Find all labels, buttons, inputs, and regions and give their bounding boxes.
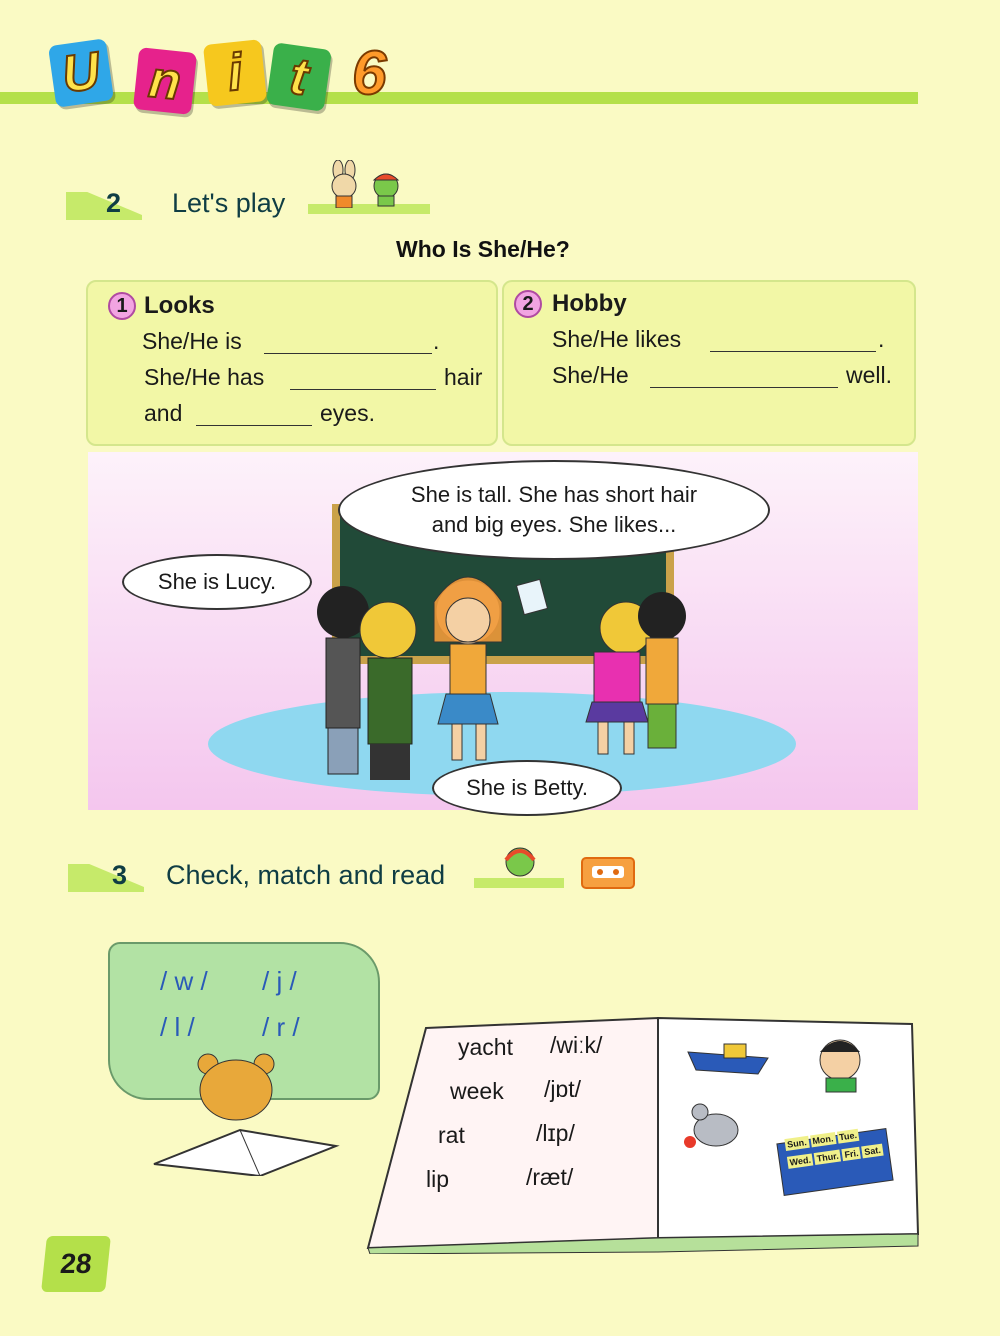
- hobby-badge: 2: [514, 290, 542, 318]
- looks-line1-period: .: [433, 328, 440, 354]
- page-number: 28: [41, 1236, 111, 1292]
- hobby-line1-text: She/He likes: [552, 326, 682, 352]
- bear-reading-illustration: [150, 1050, 350, 1176]
- phonetic-1[interactable]: /wiːk/: [550, 1032, 603, 1058]
- hobby-line2-text: She/He: [552, 362, 629, 388]
- section-2-tab: [66, 192, 142, 220]
- unit-number: 6: [352, 39, 387, 108]
- word-yacht[interactable]: yacht: [458, 1034, 513, 1060]
- calendar-tue: Tue.: [836, 1129, 859, 1144]
- phonetic-3[interactable]: /lɪp/: [536, 1120, 575, 1146]
- section-3-tab: [68, 864, 144, 892]
- word-week[interactable]: week: [450, 1078, 504, 1104]
- looks-box: [86, 280, 498, 446]
- hobby-line2-well: well.: [846, 362, 893, 388]
- speech-bubble-lucy: She is Lucy.: [122, 554, 312, 610]
- looks-badge: 1: [108, 292, 136, 320]
- calendar-fri: Fri.: [842, 1147, 862, 1161]
- hobby-line1-period: .: [878, 326, 885, 352]
- sound-j: / j /: [262, 966, 297, 996]
- section-3-title: Check, match and read: [166, 860, 446, 890]
- cassette-icon[interactable]: [580, 856, 636, 890]
- speech-bubble-main: She is tall. She has short hair and big eyes. She likes...: [338, 460, 770, 560]
- phonetic-2[interactable]: /jɒt/: [544, 1076, 582, 1102]
- looks-blank-1[interactable]: [264, 334, 432, 354]
- looks-line1-text: She/He is: [142, 328, 242, 354]
- looks-title: Looks: [144, 292, 215, 319]
- section-2-number: 2: [106, 188, 122, 218]
- sound-w: / w /: [160, 966, 208, 996]
- section-3-number: 3: [112, 860, 128, 890]
- rabbit-dog-illustration: [316, 160, 416, 208]
- hobby-box: [502, 280, 916, 446]
- hobby-title: Hobby: [552, 290, 627, 317]
- sound-r: / r /: [262, 1012, 300, 1042]
- calendar-sun: Sun.: [784, 1136, 809, 1151]
- word-rat[interactable]: rat: [438, 1122, 465, 1148]
- looks-line3-eyes: eyes.: [320, 400, 375, 426]
- calendar-sat: Sat.: [862, 1144, 884, 1159]
- looks-blank-2[interactable]: [290, 370, 436, 390]
- looks-blank-3[interactable]: [196, 406, 312, 426]
- looks-line2-text: She/He has: [144, 364, 265, 390]
- speech-bubble-betty: She is Betty.: [432, 760, 622, 816]
- looks-line2-hair: hair: [444, 364, 483, 390]
- phonetic-4[interactable]: /ræt/: [526, 1164, 574, 1190]
- hobby-blank-2[interactable]: [650, 368, 838, 388]
- unit-letter-n: n: [133, 47, 197, 115]
- game-title: Who Is She/He?: [396, 236, 570, 262]
- sound-l: / l /: [160, 1012, 195, 1042]
- unit-letter-u: U: [48, 38, 114, 107]
- unit-letter-t: t: [266, 42, 332, 111]
- calendar-thur: Thur.: [814, 1150, 841, 1166]
- dog-headphones-illustration: [498, 840, 542, 884]
- calendar-wed: Wed.: [787, 1153, 814, 1168]
- section-2-title: Let's play: [172, 188, 286, 218]
- unit-letter-i: i: [203, 39, 267, 107]
- calendar-mon: Mon.: [810, 1132, 836, 1147]
- looks-line3-and: and: [144, 400, 183, 426]
- hobby-blank-1[interactable]: [710, 332, 876, 352]
- word-lip[interactable]: lip: [426, 1166, 450, 1192]
